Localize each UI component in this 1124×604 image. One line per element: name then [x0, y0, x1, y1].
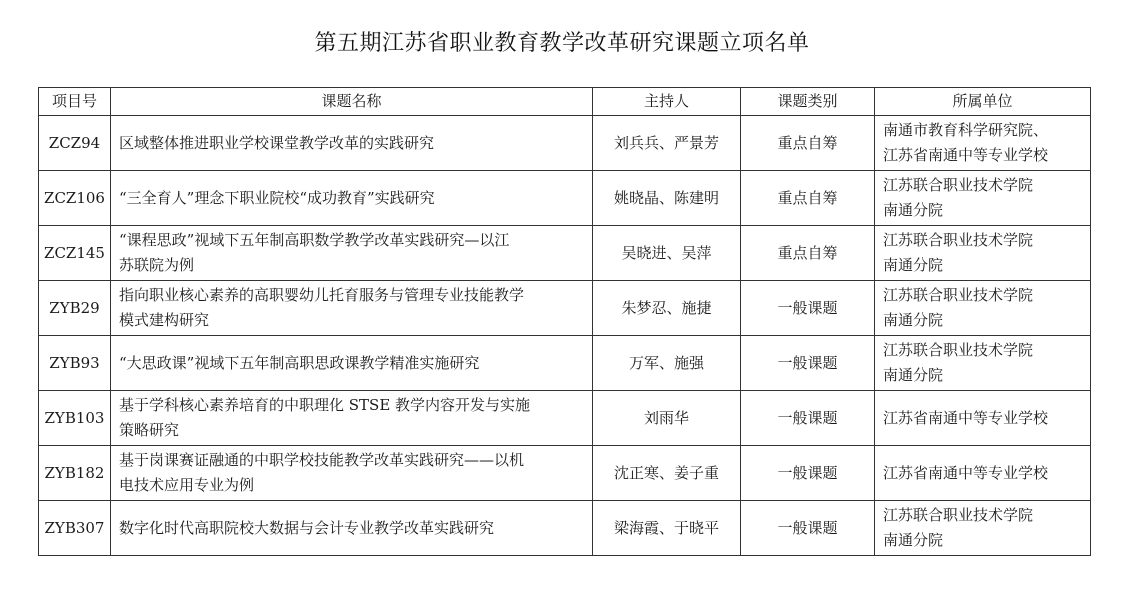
- cell-project-name: [111, 336, 593, 391]
- cell-project-id: ZYB307: [39, 501, 111, 556]
- project-table: [38, 87, 1091, 556]
- unit-line: 南通分院: [883, 531, 944, 549]
- unit-line: 南通分院: [883, 311, 944, 329]
- table-row: [39, 336, 1091, 391]
- cell-project-name: [111, 391, 593, 446]
- unit-line: 江苏省南通中等专业学校: [883, 463, 1049, 482]
- cell-project-name: [111, 281, 593, 336]
- cell-category: 重点自筹: [741, 171, 875, 226]
- cell-host: 刘雨华: [593, 391, 741, 446]
- header-project-name: 课题名称: [111, 88, 593, 116]
- unit-line: 南通分院: [883, 366, 944, 384]
- unit-line: 江苏联合职业技术学院: [883, 176, 1034, 194]
- table-row: [39, 501, 1091, 556]
- unit-line: 江苏省南通中等专业学校: [883, 146, 1049, 164]
- cell-host: 吴晓进、吴萍: [593, 226, 741, 281]
- cell-host: 万军、施强: [593, 336, 741, 391]
- name-line: 数字化时代高职院校大数据与会计专业教学改革实践研究: [119, 518, 495, 537]
- unit-line: 江苏省南通中等专业学校: [883, 408, 1049, 427]
- table-row: [39, 391, 1091, 446]
- cell-unit: [875, 336, 1091, 391]
- table-row: [39, 446, 1091, 501]
- name-line: 模式建构研究: [119, 311, 210, 329]
- header-unit: 所属单位: [875, 88, 1091, 116]
- table-header-row: [39, 88, 1091, 116]
- table-row: [39, 171, 1091, 226]
- cell-unit: [875, 116, 1091, 171]
- cell-unit: [875, 501, 1091, 556]
- cell-category: 一般课题: [741, 446, 875, 501]
- name-line: 电技术应用专业为例: [119, 476, 255, 494]
- cell-project-name: [111, 116, 593, 171]
- cell-project-name: [111, 446, 593, 501]
- cell-unit: [875, 281, 1091, 336]
- name-line: 基于学科核心素养培育的中职理化 STSE 教学内容开发与实施: [119, 396, 531, 414]
- cell-category: 一般课题: [741, 336, 875, 391]
- table-row: [39, 281, 1091, 336]
- cell-host: 梁海霞、于晓平: [593, 501, 741, 556]
- cell-project-id: ZYB103: [39, 391, 111, 446]
- name-line: “大思政课”视域下五年制高职思政课教学精准实施研究: [119, 353, 480, 372]
- unit-line: 江苏联合职业技术学院: [883, 506, 1034, 524]
- cell-unit: [875, 171, 1091, 226]
- name-line: 苏联院为例: [119, 256, 195, 274]
- cell-project-id: ZCZ94: [39, 116, 111, 171]
- cell-category: 一般课题: [741, 391, 875, 446]
- unit-line: 江苏联合职业技术学院: [883, 231, 1034, 249]
- header-category: 课题类别: [741, 88, 875, 116]
- cell-project-name: [111, 501, 593, 556]
- name-line: “三全育人”理念下职业院校“成功教育”实践研究: [119, 188, 435, 207]
- unit-line: 江苏联合职业技术学院: [883, 341, 1034, 359]
- cell-project-id: ZYB29: [39, 281, 111, 336]
- cell-category: 一般课题: [741, 501, 875, 556]
- cell-project-name: [111, 171, 593, 226]
- cell-host: 沈正寒、姜子重: [593, 446, 741, 501]
- cell-host: 刘兵兵、严景芳: [593, 116, 741, 171]
- unit-line: 南通分院: [883, 201, 944, 219]
- unit-line: 南通分院: [883, 256, 944, 274]
- cell-project-id: ZCZ145: [39, 226, 111, 281]
- cell-project-id: ZYB182: [39, 446, 111, 501]
- header-host: 主持人: [593, 88, 741, 116]
- cell-host: 朱梦忍、施捷: [593, 281, 741, 336]
- cell-project-id: ZYB93: [39, 336, 111, 391]
- name-line: 策略研究: [119, 421, 180, 439]
- header-project-id: 项目号: [39, 88, 111, 116]
- page-title: 第五期江苏省职业教育教学改革研究课题立项名单: [314, 31, 810, 56]
- cell-project-name: [111, 226, 593, 281]
- cell-host: 姚晓晶、陈建明: [593, 171, 741, 226]
- cell-unit: [875, 226, 1091, 281]
- table-row: [39, 116, 1091, 171]
- cell-category: 重点自筹: [741, 116, 875, 171]
- name-line: 区域整体推进职业学校课堂教学改革的实践研究: [119, 133, 435, 152]
- cell-project-id: ZCZ106: [39, 171, 111, 226]
- cell-unit: [875, 391, 1091, 446]
- cell-category: 重点自筹: [741, 226, 875, 281]
- name-line: 基于岗课赛证融通的中职学校技能教学改革实践研究——以机: [119, 451, 525, 469]
- cell-unit: [875, 446, 1091, 501]
- cell-category: 一般课题: [741, 281, 875, 336]
- name-line: 指向职业核心素养的高职婴幼儿托育服务与管理专业技能教学: [119, 286, 525, 304]
- name-line: “课程思政”视域下五年制高职数学教学改革实践研究—以江: [119, 231, 510, 249]
- unit-line: 江苏联合职业技术学院: [883, 286, 1034, 304]
- unit-line: 南通市教育科学研究院、: [883, 121, 1049, 139]
- table-row: [39, 226, 1091, 281]
